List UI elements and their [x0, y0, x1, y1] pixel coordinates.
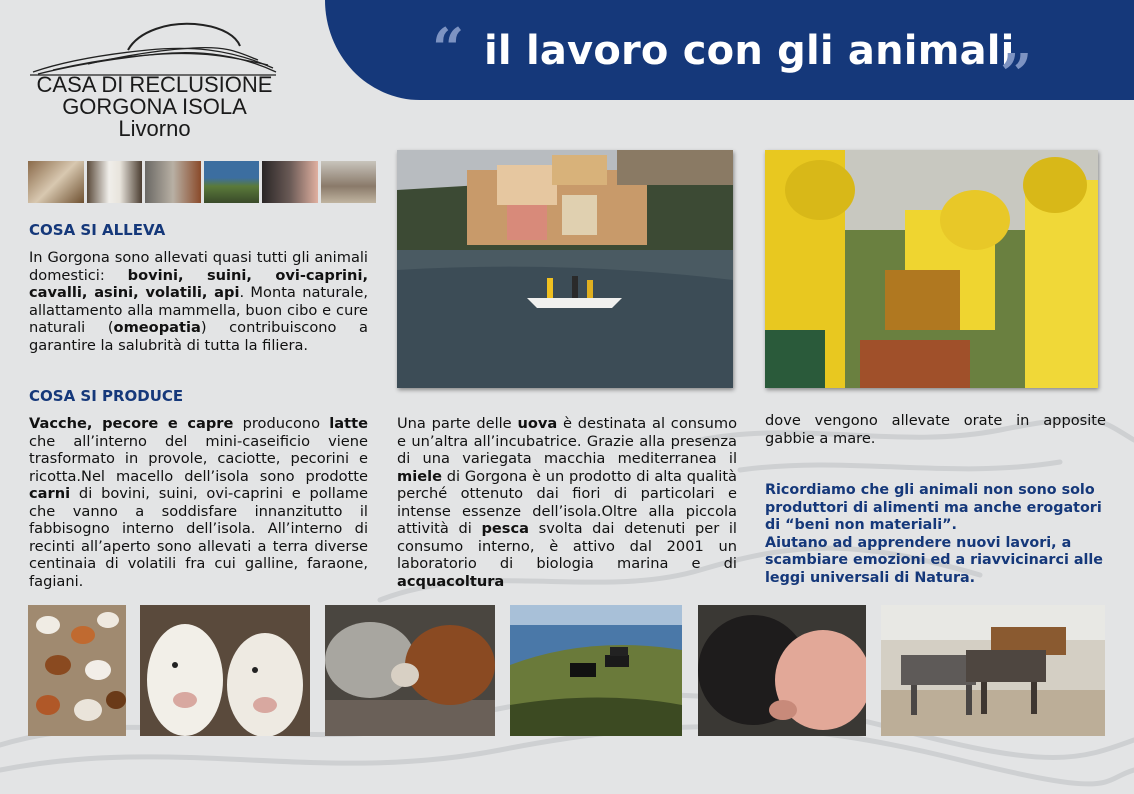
- logo-line-3: Livorno: [118, 116, 191, 141]
- col2-bold-miele: miele: [397, 467, 443, 485]
- alleva-bold-omeopatia: omeopatia: [113, 319, 201, 336]
- thumb-donkeys: [321, 161, 377, 203]
- beekeepers-photo: [765, 150, 1098, 388]
- thumb-goats: [87, 161, 143, 203]
- aquaculture-paragraph: dove vengono allevate orate in apposite gabbie a mare.: [765, 412, 1106, 447]
- cattle-photo: [325, 605, 495, 736]
- section-title-produce: COSA SI PRODUCE: [29, 387, 184, 405]
- alleva-text-2: . Monta naturale, allattamento alla mammella, buon cibo e cure naturali (: [29, 284, 368, 336]
- alleva-bold-animals: bovini, suini, ovi-caprini, cavalli, asini, volatili, api: [29, 266, 368, 301]
- alleva-paragraph: [29, 249, 368, 354]
- col2-text-3: di Gorgona è un prodotto di alta qualità perché ottenuto dai fiori di particolari e intense essenze dell’isola.Oltre alla piccola attività di: [397, 467, 737, 537]
- produce-text-3: di bovini, suini, ovi-caprini e pollame che vanno a soddisfare innanzitutto il fabbisogno interno dell’isola. All’interno di recinti all’aperto sono allevati a terra diverse centinaia di volatili fra cui galline, faraone, fagiani.: [29, 485, 368, 590]
- col2-text-1: Una parte delle: [397, 415, 518, 432]
- thumb-cows-sea: [204, 161, 260, 203]
- alleva-text-3: ) contribuiscono a garantire la salubrità di tutta la filiera.: [29, 319, 368, 354]
- col2-text-2: è destinata al consumo e un’altra all’incubatrice. Grazie alla presenza di una variegata macchia mediterranea il: [397, 415, 737, 467]
- harbour-photo: [397, 150, 733, 388]
- cows-sea-photo: [510, 605, 682, 736]
- highlight-line-1: Ricordiamo che gli animali non sono solo produttori di alimenti ma anche erogatori di “beni non materiali”.: [765, 482, 1102, 534]
- alleva-text-1: In Gorgona sono allevati quasi tutti gli animali domestici:: [29, 249, 368, 284]
- donkeys-photo: [881, 605, 1105, 736]
- thumb-cattle: [145, 161, 201, 203]
- produce-bold-animals: Vacche, pecore e capre: [29, 415, 234, 432]
- produce-paragraph: [29, 415, 368, 590]
- close-quote-mark: ”: [1000, 42, 1033, 108]
- produce-text-2: che all’interno del mini-caseificio viene trasformato in provole, caciotte, pecorini e ricotta.Nel macello dell’isola sono prodotte: [29, 432, 368, 485]
- logo-line-2: GORGONA ISOLA: [62, 94, 247, 119]
- logo-line-1: CASA DI RECLUSIONE: [36, 72, 273, 97]
- col2-text-4: svolta dai detenuti per il consumo interno, è attivo dal 2001 un laboratorio di biologia marina e di: [397, 520, 737, 572]
- highlight-line-2: Aiutano ad apprendere nuovi lavori, a scambiare emozioni ed a riavvicinarci alle leggi universali di Natura.: [765, 534, 1103, 586]
- pigs-photo: [698, 605, 866, 736]
- col2-bold-uova: uova: [517, 415, 558, 432]
- chickens-photo: [28, 605, 126, 736]
- page-title: il lavoro con gli animali: [484, 28, 1015, 74]
- produce-bold-latte: latte: [329, 415, 368, 432]
- institution-name: [22, 74, 287, 140]
- thumbnail-strip: [28, 161, 376, 203]
- open-quote-mark: “: [432, 16, 465, 82]
- eggs-honey-paragraph: [397, 415, 737, 590]
- thumb-pigs: [262, 161, 318, 203]
- col2-bold-pesca: pesca: [481, 520, 529, 537]
- thumb-chickens: [28, 161, 84, 203]
- produce-bold-carni: carni: [29, 485, 71, 502]
- col2-bold-acquacoltura: acquacoltura: [397, 572, 505, 590]
- highlight-message: [765, 482, 1106, 588]
- section-title-alleva: COSA SI ALLEVA: [29, 221, 166, 239]
- produce-text-1: producono: [233, 415, 330, 432]
- goats-photo: [140, 605, 310, 736]
- island-logo-icon: [28, 20, 278, 76]
